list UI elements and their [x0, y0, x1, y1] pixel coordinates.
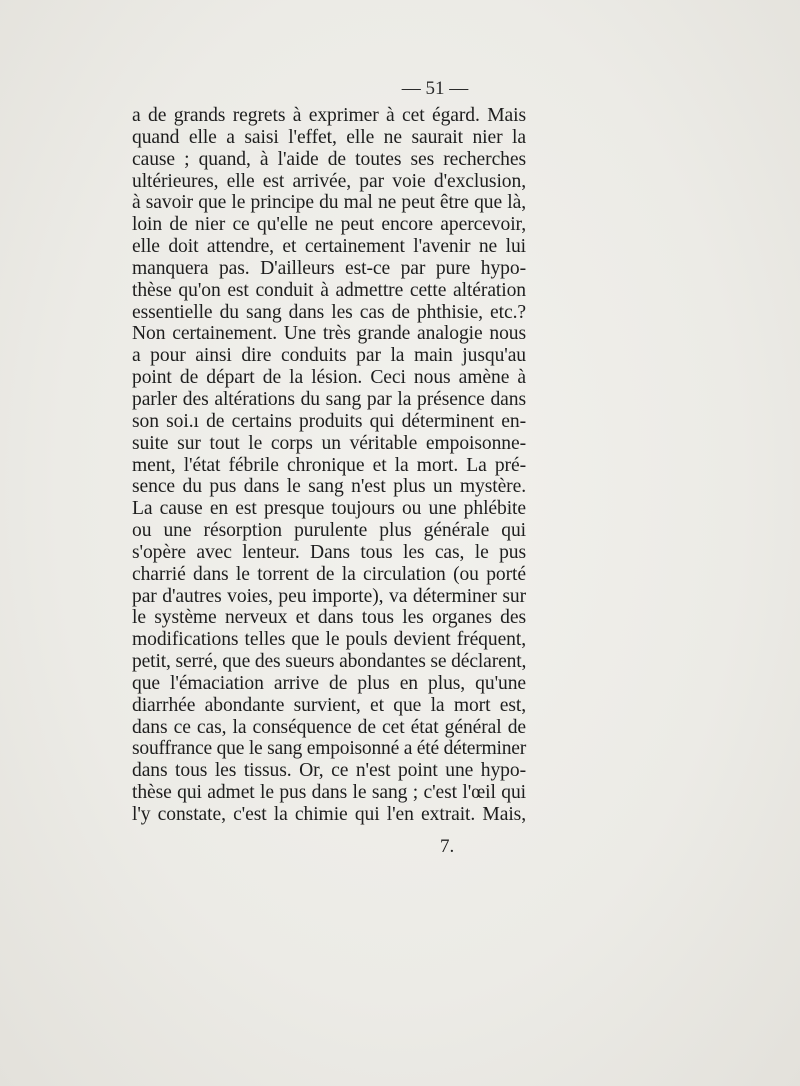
text-line: thèse qu'on est conduit à admettre cette altération — [132, 279, 526, 301]
text-line: La cause en est presque toujours ou une phlébite — [132, 498, 526, 520]
text-line: s'opère avec lenteur. Dans tous les cas, le pus — [132, 541, 526, 563]
text-line: point de départ de la lésion. Ceci nous amène à — [132, 367, 526, 389]
text-line: à savoir que le principe du mal ne peut être que là, — [132, 192, 526, 214]
signature-mark: 7. — [440, 836, 455, 857]
text-line: suite sur tout le corps un véritable empoisonne- — [132, 432, 526, 454]
text-line: manquera pas. D'ailleurs est-ce par pure hypo- — [132, 257, 526, 279]
text-line: parler des altérations du sang par la présence dans — [132, 388, 526, 410]
text-line: quand elle a saisi l'effet, elle ne saurait nier la — [132, 126, 526, 148]
text-line: diarrhée abondante survient, et que la mort est, — [132, 694, 526, 716]
text-line: thèse qui admet le pus dans le sang ; c'est l'œil qui — [132, 782, 526, 804]
text-line: souffrance que le sang empoisonné a été déterminer — [132, 738, 527, 760]
text-line: ou une résorption purulente plus générale qui — [132, 520, 526, 542]
text-line: dans tous les tissus. Or, ce n'est point une hypo- — [132, 760, 526, 782]
text-line: ment, l'état fébrile chronique et la mort. La pré- — [132, 454, 526, 476]
text-line: loin de nier ce qu'elle ne peut encore apercevoir, — [132, 214, 526, 236]
text-line: cause ; quand, à l'aide de toutes ses recherches — [132, 148, 526, 170]
text-line: charrié dans le torrent de la circulation (ou porté — [132, 563, 526, 585]
text-line: Non certainement. Une très grande analogie nous — [132, 323, 526, 345]
page-header: — 51 — — [401, 78, 469, 99]
text-line: modifications telles que le pouls devient fréquent, — [132, 629, 526, 651]
text-line: l'y constate, c'est la chimie qui l'en extrait. Mais, — [132, 804, 526, 825]
text-line: ultérieures, elle est arrivée, par voie d'exclusion, — [132, 170, 526, 192]
text-line: son soi.ı de certains produits qui déterminent en- — [132, 410, 526, 432]
text-line: a pour ainsi dire conduits par la main jusqu'au — [132, 345, 526, 367]
text-line: par d'autres voies, peu importe), va déterminer sur — [132, 585, 526, 607]
text-line: sence du pus dans le sang n'est plus un mystère. — [132, 476, 526, 498]
text-line: dans ce cas, la conséquence de cet état général de — [132, 716, 526, 738]
text-line: elle doit attendre, et certainement l'avenir ne lui — [132, 236, 526, 258]
text-line: a de grands regrets à exprimer à cet égard. Mais — [132, 105, 526, 126]
text-line: le système nerveux et dans tous les organes des — [132, 607, 526, 629]
text-line: petit, serré, que des sueurs abondantes se déclarent, — [132, 651, 527, 673]
text-line: que l'émaciation arrive de plus en plus, qu'une — [132, 672, 526, 694]
body-text — [132, 105, 526, 826]
text-line: essentielle du sang dans les cas de phthisie, etc.? — [132, 301, 526, 323]
